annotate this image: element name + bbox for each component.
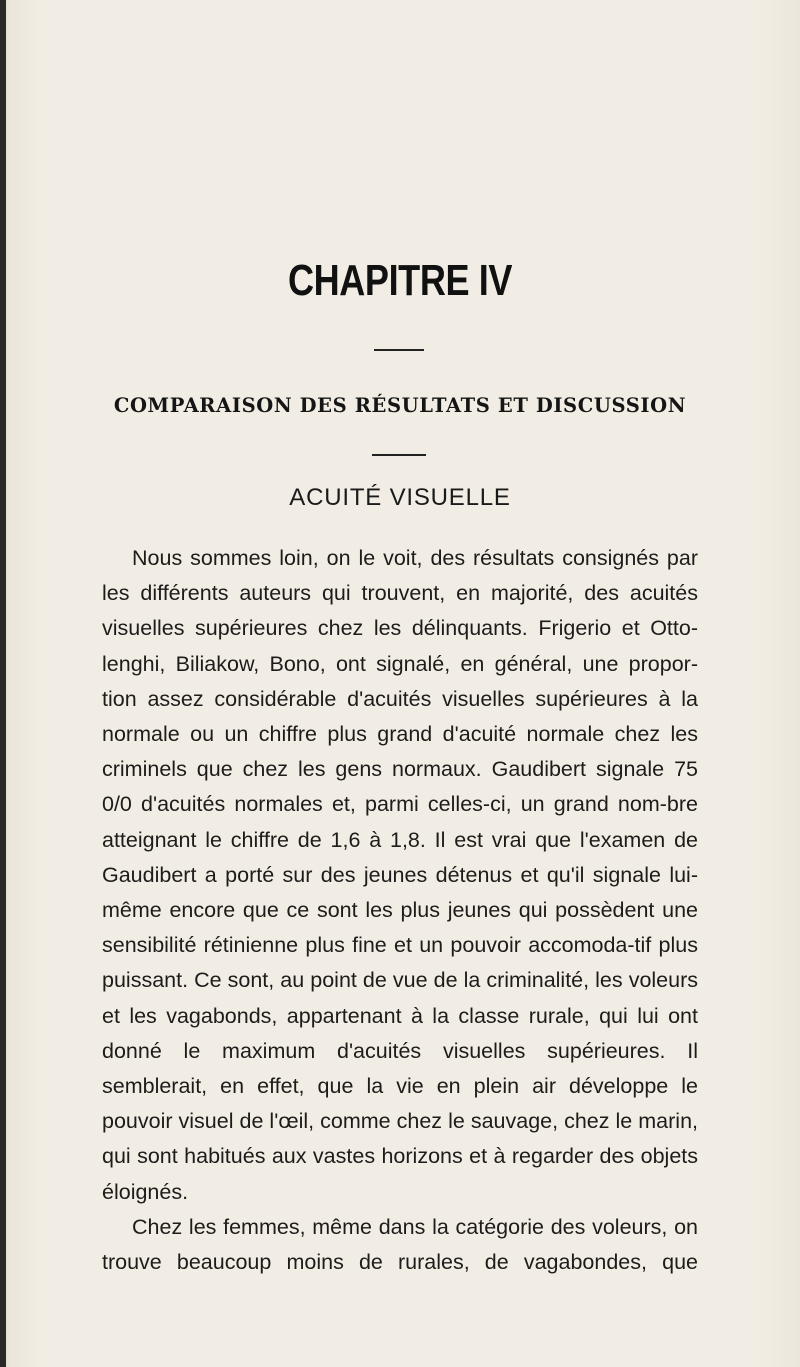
title-divider — [374, 349, 424, 351]
section-title: COMPARAISON DES RÉSULTATS ET DISCUSSION — [113, 394, 687, 417]
paragraph: Chez les femmes, même dans la catégorie des voleurs, on trouve beaucoup moins de rurales, de vagabondes, que — [102, 1214, 698, 1275]
body-text — [102, 541, 698, 1280]
paragraph: Nous sommes loin, on le voit, des résultats consignés par les différents auteurs qui trouvent, en majorité, des acuités visuelles supérieures chez les délinquants. Frigerio et Otto-lenghi, Biliakow, Bono, ont signalé, en général, une propor-tion assez considérable d'acuités visuelles supérieures à la normale ou un chiffre plus grand d'acuité normale chez les criminels que chez les gens normaux. Gaudibert signale 75 0/0 d'acuités normales et, parmi celles-ci, un grand nom-bre atteignant le chiffre de 1,6 à 1,8. Il est vrai que l'examen de Gaudibert a porté sur des jeunes détenus et qu'il signale lui-même encore que ce sont les plus jeunes qui possèdent une sensibilité rétinienne plus fine et un pouvoir accomoda-tif plus puissant. Ce sont, au point de vue de la criminalité, les voleurs et les vagabonds, appartenant à la classe rurale, qui lui ont donné le maximum d'acuités visuelles supérieures. Il semblerait, en effet, que la vie en plein air développe le pouvoir visuel de l'œil, comme chez le sauvage, chez le marin, qui sont habitués aux vastes horizons et à regarder des objets éloignés. — [102, 546, 698, 1204]
page-binding-edge — [0, 0, 6, 1367]
chapter-title: CHAPITRE IV — [287, 256, 513, 305]
subsection-title: ACUITÉ VISUELLE — [289, 484, 511, 511]
section-divider — [372, 454, 426, 456]
